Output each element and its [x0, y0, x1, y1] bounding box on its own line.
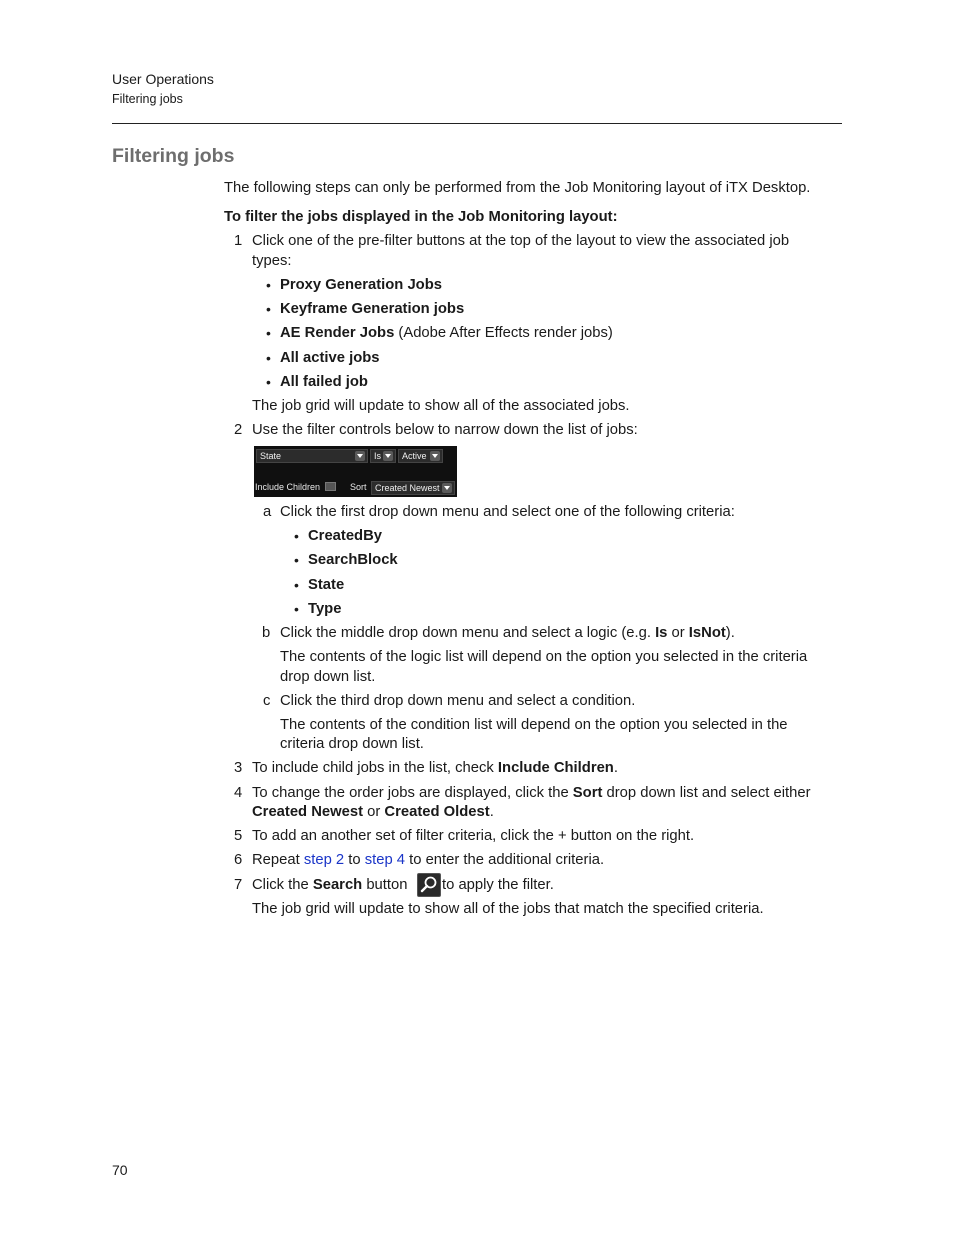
substep-note: The contents of the condition list will depend on the option you selected in the [280, 717, 788, 733]
step-number: 3 [234, 760, 243, 776]
bullet-icon: • [266, 350, 271, 366]
substep-letter: b [262, 625, 271, 641]
list-item [294, 527, 299, 547]
running-header-subsection: Filtering jobs [112, 92, 183, 106]
sort-label: Sort [350, 482, 367, 492]
step-text: To change the order jobs are displayed, click the Sort drop down list and select either [252, 785, 811, 801]
criteria-dropdown[interactable]: State [256, 449, 368, 463]
list-item [294, 576, 299, 596]
sort-dropdown[interactable]: Created Newest [371, 481, 455, 495]
step-result: The job grid will update to show all of the associated jobs. [252, 398, 630, 414]
step-number: 7 [234, 877, 243, 893]
step-text: types: [252, 253, 292, 269]
list-item [294, 600, 299, 620]
bullet-icon: • [294, 601, 299, 617]
logic-dropdown[interactable]: Is [370, 449, 396, 463]
chevron-down-icon [383, 451, 393, 461]
list-item: All active jobs [280, 350, 380, 366]
substep-note: criteria drop down list. [280, 736, 424, 752]
list-item: CreatedBy [308, 528, 383, 544]
list-item: All failed job [280, 374, 368, 390]
substep-note: The contents of the logic list will depend on the option you selected in the criteria [280, 649, 808, 665]
chevron-down-icon [355, 451, 365, 461]
step-text: Click one of the pre-filter buttons at the top of the layout to view the associated job [252, 233, 790, 249]
header-rule [112, 123, 842, 124]
bullet-icon: • [294, 552, 299, 568]
condition-dropdown[interactable]: Active [398, 449, 443, 463]
list-item: State [308, 577, 345, 593]
list-item: AE Render Jobs (Adobe After Effects render jobs) [280, 325, 613, 341]
substep-letter: a [263, 504, 272, 520]
step-text: Use the filter controls below to narrow down the list of jobs: [252, 422, 638, 438]
substep-text: Click the first drop down menu and select one of the following criteria: [280, 504, 735, 520]
step-text: Click the Search button [252, 877, 408, 893]
procedure-heading: To filter the jobs displayed in the Job Monitoring layout: [224, 209, 618, 225]
magnifier-icon [418, 874, 440, 896]
step-number: 5 [234, 828, 243, 844]
step-number: 2 [234, 422, 243, 438]
page-title: Filtering jobs [112, 145, 235, 167]
step-number: 6 [234, 852, 243, 868]
step-number: 4 [234, 785, 243, 801]
substep-letter: c [263, 693, 271, 709]
list-item [266, 349, 271, 369]
list-item: Keyframe Generation jobs [280, 301, 465, 317]
include-children-checkbox[interactable] [325, 482, 336, 491]
chevron-down-icon [430, 451, 440, 461]
include-children-label: Include Children [255, 482, 321, 492]
step-text: Repeat step 2 to step 4 to enter the additional criteria. [252, 852, 605, 868]
step-text: to apply the filter. [442, 877, 554, 893]
list-item: Type [308, 601, 342, 617]
intro-text: The following steps can only be performed from the Job Monitoring layout of iTX Desktop. [224, 180, 811, 196]
list-item: Proxy Generation Jobs [280, 277, 442, 293]
step-result: The job grid will update to show all of the jobs that match the specified criteria. [252, 901, 764, 917]
bullet-icon: • [266, 374, 271, 390]
substep-text: Click the third drop down menu and select a condition. [280, 693, 636, 709]
page-number: 70 [112, 1162, 128, 1178]
list-item [266, 324, 271, 344]
bullet-icon: • [294, 528, 299, 544]
substep-note: drop down list. [280, 669, 376, 685]
list-item: SearchBlock [308, 552, 398, 568]
list-item [266, 300, 271, 320]
step-4-link[interactable]: step 4 [364, 852, 406, 868]
substep-text: Click the middle drop down menu and select a logic (e.g. Is or IsNot). [280, 625, 735, 641]
chevron-down-icon [442, 483, 452, 493]
step-2-link[interactable]: step 2 [303, 852, 345, 868]
bullet-icon: • [266, 301, 271, 317]
list-item [294, 551, 299, 571]
filter-controls-screenshot [254, 446, 457, 497]
step-text: Created Newest or Created Oldest. [252, 804, 494, 820]
bullet-icon: • [294, 577, 299, 593]
list-item [266, 276, 271, 296]
list-item [266, 373, 271, 393]
bullet-icon: • [266, 277, 271, 293]
step-text: To add an another set of filter criteria, click the + button on the right. [252, 828, 695, 844]
running-header-section: User Operations [112, 71, 214, 87]
step-number: 1 [234, 233, 243, 249]
bullet-icon: • [266, 325, 271, 341]
step-text: To include child jobs in the list, check Include Children. [252, 760, 618, 776]
search-button[interactable] [417, 873, 441, 897]
